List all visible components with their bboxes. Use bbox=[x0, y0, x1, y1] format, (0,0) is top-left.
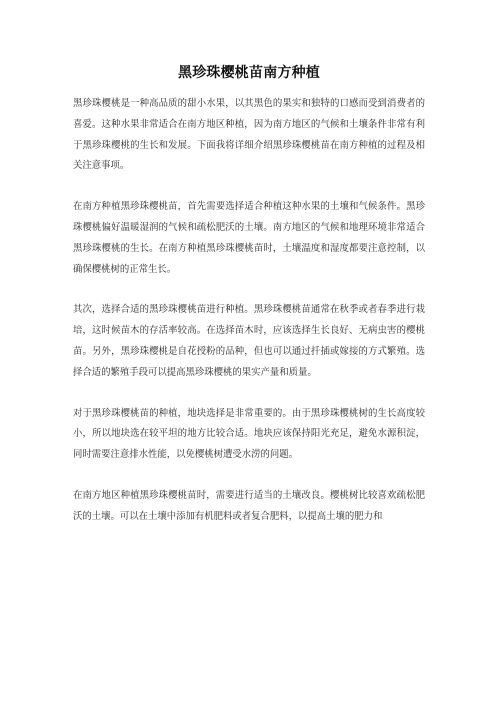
paragraph-climate-soil: 在南方种植黑珍珠樱桃苗，首先需要选择适合种植这种水果的土壤和气候条件。黑珍珠樱桃偏好温暖湿润的气候和疏松肥沃的土壤。南方地区的气候和地理环境非常适合黑珍珠樱桃的生长。在南方种植黑珍珠樱桃苗时，土壤温度和湿度都要注意控制，以确保樱桃树的正常生长。 bbox=[73, 201, 425, 275]
paragraph-seedling-selection: 其次，选择合适的黑珍珠樱桃苗进行种植。黑珍珠樱桃苗通常在秋季或者春季进行栽培，这时候苗木的存活率较高。在选择苗木时，应该选择生长良好、无病虫害的樱桃苗。另外，黑珍珠樱桃是自花授粉的品种，但也可以通过扦插或嫁接的方式繁殖。选择合适的繁殖手段可以提高黑珍珠樱桃的果实产量和质量。 bbox=[73, 304, 425, 378]
paragraph-intro: 黑珍珠樱桃是一种高品质的甜小水果，以其黑色的果实和独特的口感而受到消费者的喜爱。这种水果非常适合在南方地区种植，因为南方地区的气候和土壤条件非常有利于黑珍珠樱桃的生长和发展。下面我将详细介绍黑珍珠樱桃苗在南方种植的过程及相关注意事项。 bbox=[73, 98, 425, 172]
paragraph-soil-improvement: 在南方地区种植黑珍珠樱桃苗时，需要进行适当的土壤改良。樱桃树比较喜欢疏松肥沃的土壤。可以在土壤中添加有机肥料或者复合肥料，以提高土壤的肥力和 bbox=[73, 489, 425, 522]
paragraph-site-selection: 对于黑珍珠樱桃苗的种植，地块选择是非常重要的。由于黑珍珠樱桃树的生长高度较小，所以地块选在较平坦的地方比较合适。地块应该保持阳光充足，避免水源积淀，同时需要注意排水性能，以免樱桃树遭受水涝的问题。 bbox=[73, 407, 425, 461]
document-title: 黑珍珠樱桃苗南方种植 bbox=[178, 65, 320, 81]
